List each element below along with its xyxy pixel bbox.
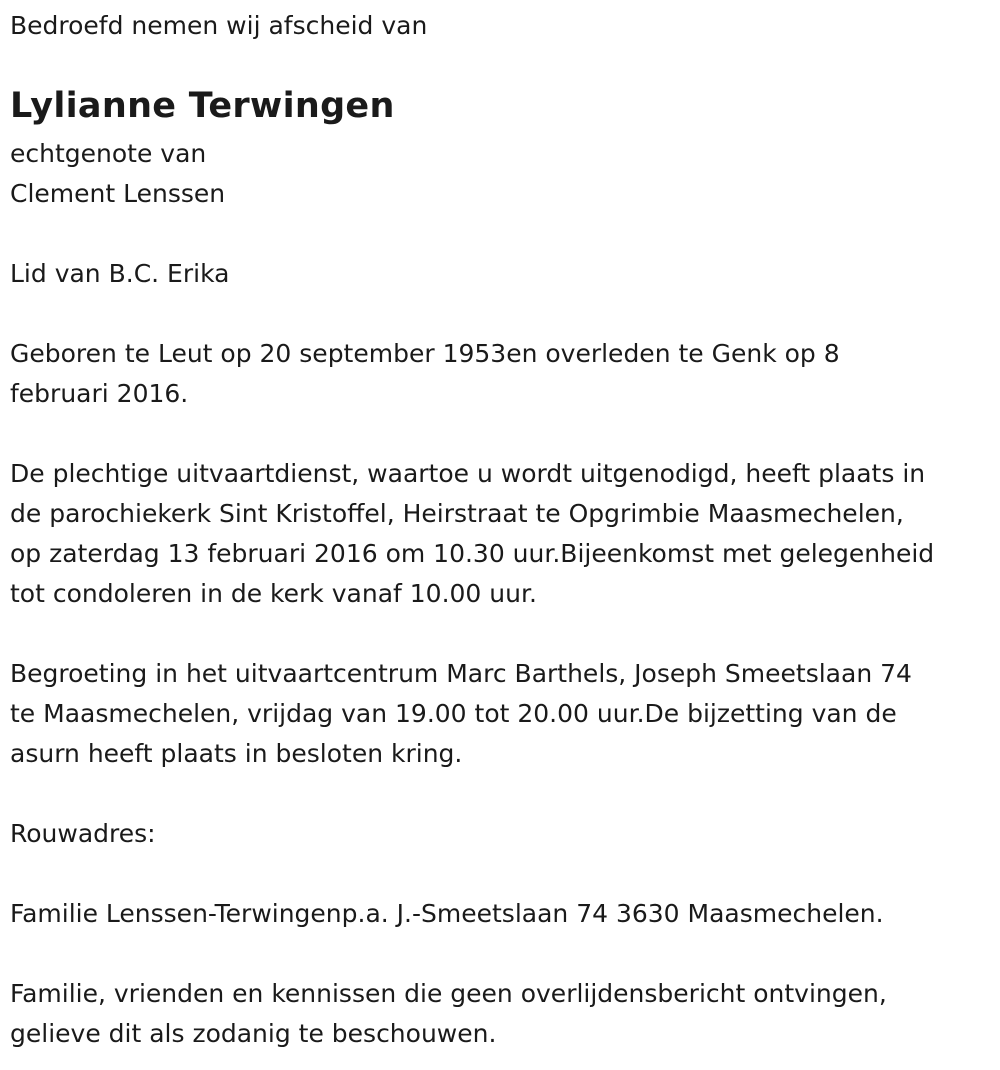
service-line: op zaterdag 13 februari 2016 om 10.30 uur.Bijeenkomst met gelegenheid: [10, 539, 935, 568]
mourning-address-label: Rouwadres:: [10, 819, 156, 848]
funeral-service-section: [10, 454, 990, 614]
spouse-name: Clement Lenssen: [10, 179, 226, 208]
service-line: De plechtige uitvaartdienst, waartoe u wordt uitgenodigd, heeft plaats in: [10, 459, 926, 488]
greeting-line: Begroeting in het uitvaartcentrum Marc Barthels, Joseph Smeetslaan 74: [10, 659, 912, 688]
notice-line: Familie, vrienden en kennissen die geen overlijdensbericht ontvingen,: [10, 979, 887, 1008]
mourning-address-section: [10, 894, 990, 934]
notice-line: gelieve dit als zodanig te beschouwen.: [10, 1019, 497, 1048]
notice-section: [10, 974, 990, 1054]
birth-death-section: [10, 334, 990, 414]
greeting-line: asurn heeft plaats in besloten kring.: [10, 739, 463, 768]
membership-section: [10, 254, 990, 294]
birth-death-line: Geboren te Leut op 20 september 1953en overleden te Genk op 8: [10, 339, 840, 368]
birth-death-line: februari 2016.: [10, 379, 189, 408]
deceased-name: Lylianne Terwingen: [10, 86, 395, 126]
spouse-relation: echtgenote van: [10, 139, 207, 168]
service-line: tot condoleren in de kerk vanaf 10.00 uur.: [10, 579, 537, 608]
spouse-section: [10, 134, 990, 214]
membership-text: Lid van B.C. Erika: [10, 259, 230, 288]
greeting-line: te Maasmechelen, vrijdag van 19.00 tot 20.00 uur.De bijzetting van de: [10, 699, 897, 728]
mourning-address: Familie Lenssen-Terwingenp.a. J.-Smeetslaan 74 3630 Maasmechelen.: [10, 899, 884, 928]
intro-text: Bedroefd nemen wij afscheid van: [10, 11, 428, 40]
service-line: de parochiekerk Sint Kristoffel, Heirstraat te Opgrimbie Maasmechelen,: [10, 499, 904, 528]
mourning-address-label-section: [10, 814, 990, 854]
greeting-section: [10, 654, 990, 774]
